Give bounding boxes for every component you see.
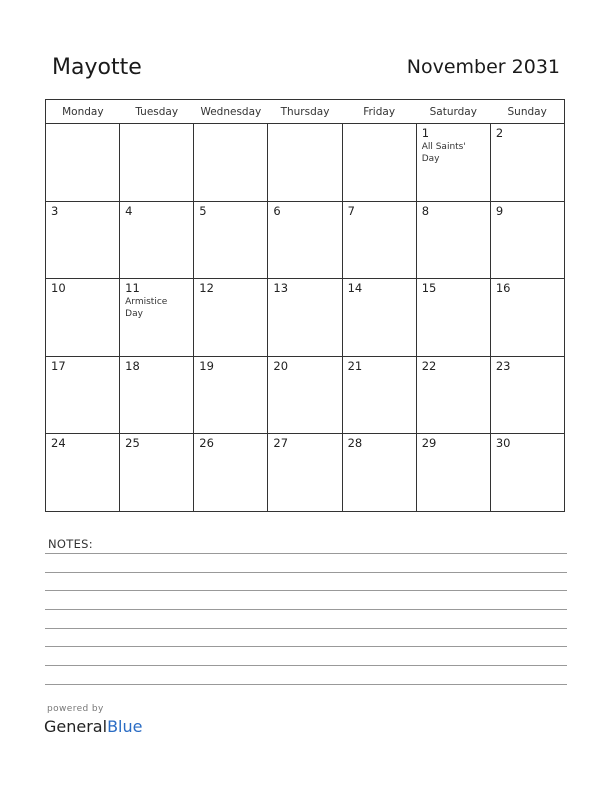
note-line bbox=[45, 684, 567, 685]
day-number: 15 bbox=[421, 281, 437, 296]
calendar-day-cell bbox=[194, 434, 268, 512]
calendar-week-row bbox=[46, 201, 565, 279]
day-number: 22 bbox=[421, 358, 437, 373]
weekday-header-friday: Friday bbox=[342, 100, 416, 124]
calendar-day-cell bbox=[120, 279, 194, 357]
day-number: 24 bbox=[51, 436, 66, 451]
day-number: 25 bbox=[125, 436, 140, 451]
day-number: 20 bbox=[273, 358, 289, 373]
weekday-header-wednesday: Wednesday bbox=[194, 100, 268, 124]
day-number: 6 bbox=[273, 203, 281, 218]
note-line bbox=[45, 572, 567, 573]
note-line bbox=[45, 609, 567, 610]
calendar-day-cell bbox=[46, 201, 120, 279]
calendar-day-cell bbox=[46, 279, 120, 357]
calendar-week-row bbox=[46, 356, 565, 434]
day-number: 8 bbox=[421, 203, 430, 218]
day-number: 12 bbox=[199, 281, 214, 296]
note-line bbox=[45, 553, 567, 554]
calendar-day-cell bbox=[342, 434, 416, 512]
day-number: 21 bbox=[347, 358, 363, 373]
month-calendar-grid bbox=[45, 99, 565, 512]
weekday-header-monday: Monday bbox=[46, 100, 120, 124]
calendar-day-cell bbox=[268, 356, 342, 434]
calendar-day-cell bbox=[268, 201, 342, 279]
calendar-day-cell bbox=[342, 356, 416, 434]
day-number: 28 bbox=[347, 436, 363, 451]
note-line bbox=[45, 665, 567, 666]
calendar-day-cell bbox=[416, 279, 490, 357]
notes-label: NOTES: bbox=[48, 537, 93, 551]
day-number: 23 bbox=[495, 358, 511, 373]
day-number: 9 bbox=[495, 203, 504, 218]
calendar-day-cell bbox=[120, 124, 194, 202]
calendar-day-cell bbox=[342, 201, 416, 279]
calendar-location-title: Mayotte bbox=[52, 55, 142, 80]
calendar-day-cell bbox=[490, 356, 564, 434]
calendar-week-row bbox=[46, 434, 565, 512]
calendar-week-row bbox=[46, 124, 565, 202]
day-number: 7 bbox=[347, 203, 355, 218]
calendar-body bbox=[46, 124, 565, 512]
day-number: 3 bbox=[51, 203, 59, 218]
powered-by-text: powered by bbox=[47, 704, 104, 714]
day-number: 19 bbox=[199, 358, 214, 373]
day-number: 11 bbox=[125, 281, 140, 296]
calendar-day-cell bbox=[268, 124, 342, 202]
note-line bbox=[45, 646, 567, 647]
calendar-day-cell bbox=[194, 124, 268, 202]
calendar-day-cell bbox=[194, 201, 268, 279]
day-number: 30 bbox=[495, 436, 511, 451]
calendar-day-cell bbox=[46, 124, 120, 202]
calendar-day-cell bbox=[416, 356, 490, 434]
day-number: 16 bbox=[495, 281, 511, 296]
day-number: 18 bbox=[125, 358, 140, 373]
day-number: 10 bbox=[51, 281, 66, 296]
calendar-day-cell bbox=[46, 356, 120, 434]
calendar-day-cell bbox=[194, 279, 268, 357]
calendar-week-row bbox=[46, 279, 565, 357]
weekday-header-tuesday: Tuesday bbox=[120, 100, 194, 124]
calendar-month-title: November 2031 bbox=[406, 56, 560, 78]
calendar-day-cell bbox=[342, 279, 416, 357]
calendar-day-cell bbox=[268, 434, 342, 512]
calendar-day-cell bbox=[46, 434, 120, 512]
holiday-label: All Saints' Day bbox=[421, 142, 466, 164]
calendar-day-cell bbox=[120, 356, 194, 434]
weekday-header-thursday: Thursday bbox=[268, 100, 342, 124]
weekday-header-row bbox=[46, 100, 565, 124]
calendar-day-cell bbox=[268, 279, 342, 357]
day-number: 1 bbox=[421, 126, 430, 140]
day-number: 5 bbox=[199, 203, 207, 218]
calendar-day-cell bbox=[490, 279, 564, 357]
day-number: 29 bbox=[421, 436, 437, 451]
calendar-day-cell bbox=[416, 434, 490, 512]
note-line bbox=[45, 590, 567, 591]
note-line bbox=[45, 628, 567, 629]
brand-logo-blue: Blue bbox=[107, 717, 143, 736]
weekday-header-sunday: Sunday bbox=[490, 100, 564, 124]
calendar-day-cell bbox=[416, 201, 490, 279]
calendar-day-cell bbox=[490, 201, 564, 279]
calendar-day-cell bbox=[490, 434, 564, 512]
brand-logo-general: General bbox=[44, 717, 108, 736]
calendar-day-cell bbox=[416, 124, 490, 202]
day-number: 4 bbox=[125, 203, 133, 218]
calendar-day-cell bbox=[120, 434, 194, 512]
calendar-day-cell bbox=[342, 124, 416, 202]
calendar-day-cell bbox=[120, 201, 194, 279]
day-number: 26 bbox=[199, 436, 214, 451]
day-number: 2 bbox=[495, 126, 504, 140]
calendar-day-cell bbox=[194, 356, 268, 434]
day-number: 17 bbox=[51, 358, 66, 373]
weekday-header-saturday: Saturday bbox=[416, 100, 490, 124]
calendar-day-cell bbox=[490, 124, 564, 202]
brand-logo bbox=[44, 717, 142, 736]
day-number: 27 bbox=[273, 436, 289, 451]
day-number: 14 bbox=[347, 281, 363, 296]
holiday-label: Armistice Day bbox=[125, 297, 168, 320]
day-number: 13 bbox=[273, 281, 289, 296]
